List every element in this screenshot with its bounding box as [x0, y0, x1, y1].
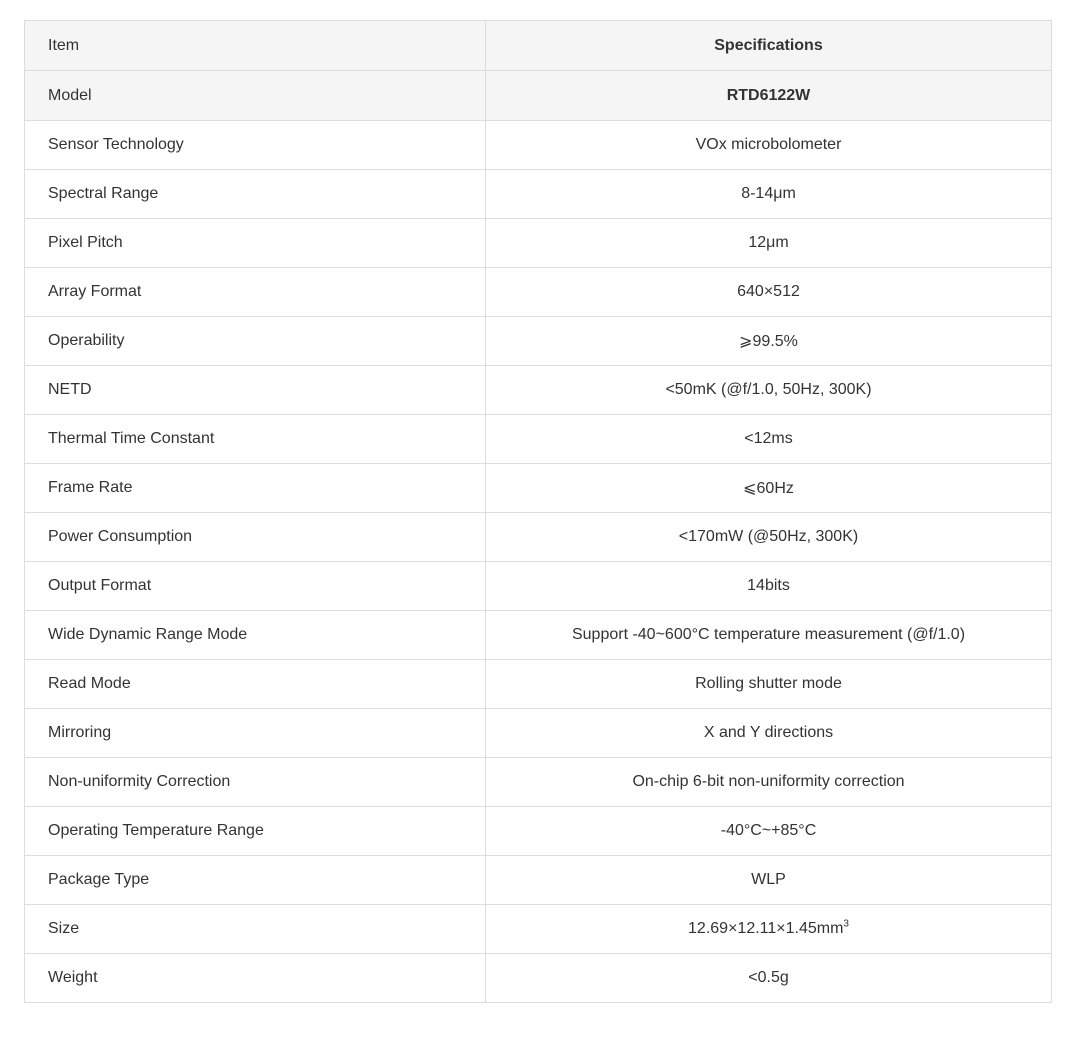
- row-value: <12ms: [486, 415, 1052, 464]
- row-label: Size: [25, 905, 486, 954]
- model-label: Model: [25, 71, 486, 121]
- table-row: [25, 317, 1052, 366]
- table-row: [25, 611, 1052, 660]
- row-value: Rolling shutter mode: [486, 660, 1052, 709]
- row-value: 14bits: [486, 562, 1052, 611]
- table-row: [25, 170, 1052, 219]
- row-value: -40°C~+85°C: [486, 807, 1052, 856]
- row-label: Weight: [25, 954, 486, 1003]
- model-row: [25, 71, 1052, 121]
- table-row: [25, 856, 1052, 905]
- table-row: [25, 464, 1052, 513]
- row-value: On-chip 6-bit non-uniformity correction: [486, 758, 1052, 807]
- header-specifications: Specifications: [486, 21, 1052, 71]
- row-value: <170mW (@50Hz, 300K): [486, 513, 1052, 562]
- row-value: X and Y directions: [486, 709, 1052, 758]
- table-row: [25, 366, 1052, 415]
- row-label: NETD: [25, 366, 486, 415]
- table-row: [25, 415, 1052, 464]
- table-row: [25, 954, 1052, 1003]
- row-value: WLP: [486, 856, 1052, 905]
- table-row: [25, 219, 1052, 268]
- row-label: Operating Temperature Range: [25, 807, 486, 856]
- row-value: VOx microbolometer: [486, 121, 1052, 170]
- row-label: Frame Rate: [25, 464, 486, 513]
- row-value: <50mK (@f/1.0, 50Hz, 300K): [486, 366, 1052, 415]
- spec-table: [24, 20, 1052, 1003]
- row-label: Package Type: [25, 856, 486, 905]
- model-value: RTD6122W: [486, 71, 1052, 121]
- row-value: ⩽60Hz: [486, 464, 1052, 513]
- table-row: [25, 513, 1052, 562]
- row-value: <0.5g: [486, 954, 1052, 1003]
- table-row: [25, 121, 1052, 170]
- row-value: [486, 905, 1052, 954]
- row-value: 12μm: [486, 219, 1052, 268]
- table-row: [25, 660, 1052, 709]
- cubic-superscript: 3: [843, 918, 849, 930]
- header-item: Item: [25, 21, 486, 71]
- row-value: ⩾99.5%: [486, 317, 1052, 366]
- row-label: Array Format: [25, 268, 486, 317]
- table-header-row: [25, 21, 1052, 71]
- row-label: Read Mode: [25, 660, 486, 709]
- row-label: Pixel Pitch: [25, 219, 486, 268]
- row-label: Sensor Technology: [25, 121, 486, 170]
- row-value: 8-14μm: [486, 170, 1052, 219]
- row-label: Wide Dynamic Range Mode: [25, 611, 486, 660]
- table-row: [25, 268, 1052, 317]
- row-label: Power Consumption: [25, 513, 486, 562]
- row-label: Output Format: [25, 562, 486, 611]
- row-label: Thermal Time Constant: [25, 415, 486, 464]
- row-value: 640×512: [486, 268, 1052, 317]
- row-value: Support -40~600°C temperature measurement (@f/1.0): [486, 611, 1052, 660]
- row-label: Non-uniformity Correction: [25, 758, 486, 807]
- row-label: Mirroring: [25, 709, 486, 758]
- table-row: [25, 758, 1052, 807]
- table-row: [25, 562, 1052, 611]
- table-row: [25, 709, 1052, 758]
- table-row: [25, 807, 1052, 856]
- size-value-text: 12.69×12.11×1.45mm: [688, 920, 844, 937]
- row-label: Operability: [25, 317, 486, 366]
- table-row: [25, 905, 1052, 954]
- row-label: Spectral Range: [25, 170, 486, 219]
